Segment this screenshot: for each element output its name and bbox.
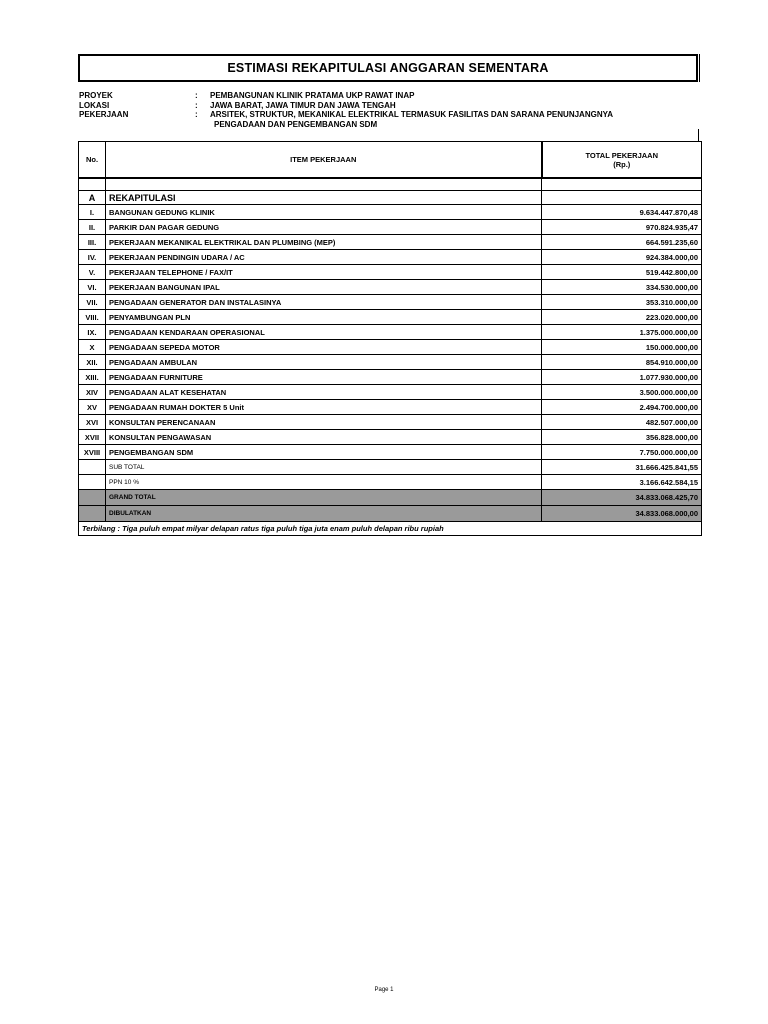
row-item: PENGADAAN SEPEDA MOTOR [106,340,542,355]
row-item: PEKERJAAN BANGUNAN IPAL [106,280,542,295]
row-total: 353.310.000,00 [542,295,702,310]
row-no: VI. [79,280,106,295]
subtotal-value: 31.666.425.841,55 [542,460,702,475]
header-item: ITEM PEKERJAAN [106,142,542,179]
table-row [79,415,702,430]
row-item: PENGADAAN RUMAH DOKTER 5 Unit [106,400,542,415]
header-no: No. [79,142,106,179]
info-label: PEKERJAAN [79,110,129,119]
table-row [79,250,702,265]
info-row-pekerjaan-cont [79,120,634,130]
row-total: 664.591.235,60 [542,235,702,250]
info-row-pekerjaan [79,110,634,120]
row-no: VII. [79,295,106,310]
ppn-label: PPN 10 % [106,475,542,490]
row-total: 1.375.000.000,00 [542,325,702,340]
info-row-proyek [79,91,634,101]
row-item: PEKERJAAN MEKANIKAL ELEKTRIKAL DAN PLUMBING (MEP) [106,235,542,250]
subtotal-label: SUB TOTAL [106,460,542,475]
row-item: PENYAMBUNGAN PLN [106,310,542,325]
info-value: PEMBANGUNAN KLINIK PRATAMA UKP RAWAT INAP [210,91,415,100]
row-item: PENGADAAN KENDARAAN OPERASIONAL [106,325,542,340]
info-value: PENGADAAN DAN PENGEMBANGAN SDM [214,119,378,129]
row-item: PENGADAAN FURNITURE [106,370,542,385]
row-total: 3.500.000.000,00 [542,385,702,400]
table-row [79,280,702,295]
row-total: 2.494.700.000,00 [542,400,702,415]
row-no: VIII. [79,310,106,325]
table-row [79,265,702,280]
header-total-line1: TOTAL PEKERJAAN [585,150,658,160]
row-total: 356.828.000,00 [542,430,702,445]
table-row [79,370,702,385]
table-row [79,325,702,340]
row-no: XII. [79,355,106,370]
row-item: KONSULTAN PERENCANAAN [106,415,542,430]
page-number: Page 1 [374,987,394,993]
info-label: PROYEK [79,91,113,100]
page-title: ESTIMASI REKAPITULASI ANGGARAN SEMENTARA [227,61,549,75]
row-no: XIV [79,385,106,400]
section-label: REKAPITULASI [106,191,542,205]
info-colon: : [195,110,198,119]
table-row [79,235,702,250]
row-item: BANGUNAN GEDUNG KLINIK [106,205,542,220]
row-no: I. [79,205,106,220]
table-row [79,295,702,310]
grand-total-label: GRAND TOTAL [106,490,542,506]
row-item: PARKIR DAN PAGAR GEDUNG [106,220,542,235]
ppn-row [79,475,702,490]
row-no: V. [79,265,106,280]
row-total: 1.077.930.000,00 [542,370,702,385]
row-total: 519.442.800,00 [542,265,702,280]
table-row [79,445,702,460]
table-row [79,400,702,415]
row-total: 854.910.000,00 [542,355,702,370]
row-total: 924.384.000,00 [542,250,702,265]
title-box [78,54,698,82]
ppn-value: 3.166.642.584,15 [542,475,702,490]
info-label: LOKASI [79,100,110,110]
row-item: PEKERJAAN PENDINGIN UDARA / AC [106,250,542,265]
section-row [79,191,702,205]
grand-total-value: 34.833.068.425,70 [542,490,702,506]
row-no: III. [79,235,106,250]
row-no: IV. [79,250,106,265]
table-row [79,340,702,355]
row-no: XVII [79,430,106,445]
info-value: ARSITEK, STRUKTUR, MEKANIKAL ELEKTRIKAL TERMASUK FASILITAS DAN SARANA PENUNJANGNYA [210,110,613,119]
divider [698,129,699,141]
table-row [79,310,702,325]
row-total: 334.530.000,00 [542,280,702,295]
info-row-lokasi [79,101,634,111]
table-row [79,430,702,445]
table-row [79,385,702,400]
table-row [79,355,702,370]
row-item: PENGADAAN ALAT KESEHATAN [106,385,542,400]
row-no: XIII. [79,370,106,385]
dibulatkan-row [79,506,702,522]
recap-table [78,141,702,536]
header-total-line2: (Rp.) [613,159,631,169]
header-total [542,142,702,179]
table-row [79,220,702,235]
row-item: PENGADAAN GENERATOR DAN INSTALASINYA [106,295,542,310]
info-colon: : [195,91,198,100]
row-total: 970.824.935,47 [542,220,702,235]
info-colon: : [195,100,198,110]
subtotal-row [79,460,702,475]
row-total: 7.750.000.000,00 [542,445,702,460]
dibulatkan-label: DIBULATKAN [106,506,542,522]
row-total: 223.020.000,00 [542,310,702,325]
row-no: XV [79,400,106,415]
spacer-row [79,178,702,191]
row-total: 150.000.000,00 [542,340,702,355]
section-no: A [79,191,106,205]
row-item: PENGEMBANGAN SDM [106,445,542,460]
row-item: KONSULTAN PENGAWASAN [106,430,542,445]
row-item: PEKERJAAN TELEPHONE / FAX/IT [106,265,542,280]
row-total: 482.507.000,00 [542,415,702,430]
table-header [79,142,702,179]
terbilang-row [79,522,702,536]
info-colon [195,120,210,130]
terbilang-text: Terbilang : Tiga puluh empat milyar delapan ratus tiga puluh tiga juta enam puluh delapan ribu rupiah [79,522,702,536]
row-no: X [79,340,106,355]
row-no: XVIII [79,445,106,460]
grand-total-row [79,490,702,506]
row-no: II. [79,220,106,235]
row-item: PENGADAAN AMBULAN [106,355,542,370]
project-info [79,91,634,129]
row-no: XVI [79,415,106,430]
row-total: 9.634.447.870,48 [542,205,702,220]
table-row [79,205,702,220]
row-no: IX. [79,325,106,340]
info-value: JAWA BARAT, JAWA TIMUR DAN JAWA TENGAH [210,100,396,110]
info-label [79,120,195,130]
dibulatkan-value: 34.833.068.000,00 [542,506,702,522]
